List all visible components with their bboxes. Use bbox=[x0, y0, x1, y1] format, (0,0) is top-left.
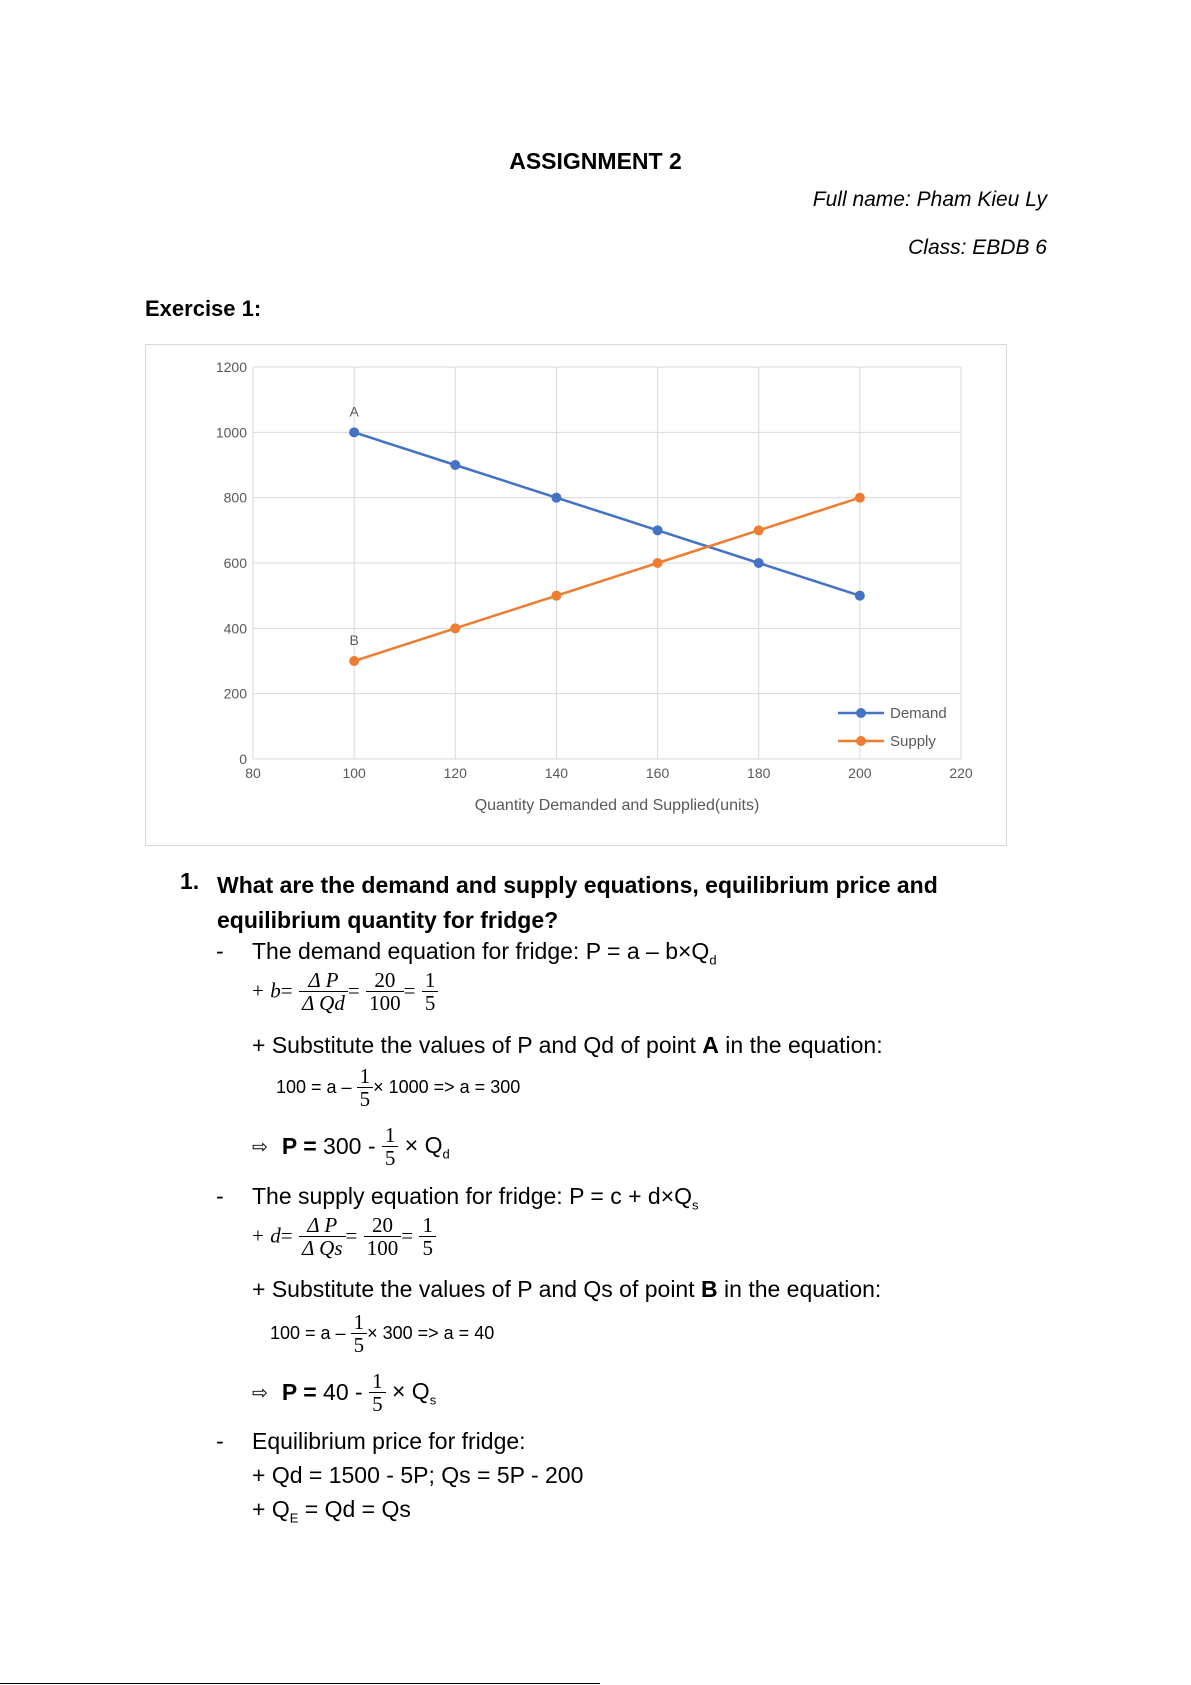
fraction-dp-dqs: $\frac{\text{Δ P}}{\text{Δ Qs}}$ bbox=[299, 1214, 346, 1259]
x-tick-label: 100 bbox=[342, 765, 366, 781]
question-text: What are the demand and supply equations, equilibrium price and equilibrium quantity for fridge? bbox=[217, 872, 938, 933]
fraction-20-100: $\frac{20}{100}$ bbox=[366, 969, 404, 1014]
result-supply: ⇨ P = 40 - $\frac{1}{5}$ × $Q_s$ bbox=[252, 1369, 437, 1417]
fraction-dp-dqd: $\frac{\text{Δ P}}{\text{Δ Qd}}$ bbox=[299, 969, 348, 1014]
y-tick-label: 1000 bbox=[215, 424, 247, 441]
data-point-demand bbox=[855, 591, 865, 601]
data-point-demand bbox=[754, 558, 764, 568]
footer-divider bbox=[0, 1683, 600, 1684]
y-tick-label: 400 bbox=[223, 620, 247, 637]
fraction-1-5: $\frac{1}{5}$ bbox=[422, 969, 439, 1014]
exercise-heading: Exercise 1: bbox=[145, 296, 262, 321]
result-demand: ⇨ P = 300 - $\frac{1}{5}$ × $Q_d$ bbox=[252, 1123, 450, 1171]
x-axis-label: Quantity Demanded and Supplied(units) bbox=[474, 797, 760, 814]
data-point-supply bbox=[349, 656, 359, 666]
x-tick-label: 180 bbox=[747, 765, 771, 781]
question-number: 1. bbox=[180, 868, 200, 894]
data-point-demand bbox=[653, 525, 663, 535]
x-tick-label: 120 bbox=[443, 765, 467, 781]
demand-equation-text: The demand equation for fridge: $P = a - b\times Q_d$ bbox=[252, 938, 717, 968]
x-tick-label: 80 bbox=[245, 765, 261, 781]
equilibrium-line-1: + Qd = 1500 - 5P; Qs = 5P - 200 bbox=[252, 1462, 584, 1488]
y-tick-label: 200 bbox=[223, 685, 247, 702]
x-tick-label: 140 bbox=[544, 765, 569, 781]
page-title: ASSIGNMENT 2 bbox=[509, 148, 682, 174]
substitute-point-a: + Substitute the values of P and Qd of point A in the equation: bbox=[252, 1032, 883, 1058]
x-tick-label: 220 bbox=[949, 765, 973, 781]
d-formula: + d= $\frac{\text{Δ P}}{\text{Δ Qs}}$ = $\frac{20}{100}$ = $\frac{1}{5}$ bbox=[252, 1214, 436, 1259]
bullet-supply: - bbox=[216, 1183, 224, 1209]
legend-label-demand: Demand bbox=[890, 705, 947, 722]
data-point-supply bbox=[450, 623, 460, 633]
data-point-supply bbox=[754, 525, 764, 535]
legend-marker-demand bbox=[856, 708, 866, 718]
data-point-demand bbox=[551, 493, 561, 503]
data-point-supply bbox=[551, 591, 561, 601]
y-tick-label: 1200 bbox=[215, 359, 247, 375]
series-line-supply bbox=[354, 498, 860, 661]
class-info: Class: EBDB 6 bbox=[908, 236, 1047, 259]
data-point-supply bbox=[653, 558, 663, 568]
data-point-demand bbox=[349, 427, 359, 437]
y-tick-label: 800 bbox=[223, 489, 247, 506]
x-tick-label: 200 bbox=[848, 765, 872, 781]
chart-container bbox=[145, 344, 1007, 846]
calc-b: 100 = a – $\frac{1}{5}$ × 300 => a = 40 bbox=[270, 1310, 495, 1358]
calc-a: 100 = a – $\frac{1}{5}$ × 1000 => a = 300 bbox=[276, 1064, 521, 1112]
x-tick-label: 160 bbox=[645, 765, 670, 781]
full-name: Full name: Pham Kieu Ly bbox=[812, 188, 1047, 211]
legend-label-supply: Supply bbox=[890, 733, 936, 750]
point-annotation: B bbox=[349, 632, 359, 648]
data-point-supply bbox=[855, 493, 865, 503]
legend-marker-supply bbox=[856, 736, 866, 746]
equilibrium-price-text: Equilibrium price for fridge: bbox=[252, 1428, 526, 1454]
y-tick-label: 600 bbox=[223, 555, 247, 571]
arrow-icon: ⇨ bbox=[252, 1136, 268, 1158]
bullet-demand: - bbox=[216, 938, 224, 964]
b-formula: + b= $\frac{\text{Δ P}}{\text{Δ Qd}}$ = $\frac{20}{100}$ = $\frac{1}{5}$ bbox=[252, 969, 438, 1014]
data-point-demand bbox=[450, 460, 460, 470]
substitute-point-b: + Substitute the values of P and Qs of point B in the equation: bbox=[252, 1276, 882, 1302]
y-tick-label: 0 bbox=[239, 751, 247, 767]
series-line-demand bbox=[354, 432, 860, 595]
supply-equation-text: The supply equation for fridge: $P = c + d\times Q_s$ bbox=[252, 1183, 699, 1213]
point-annotation: A bbox=[349, 403, 359, 420]
bullet-equilibrium: - bbox=[216, 1428, 224, 1454]
arrow-icon: ⇨ bbox=[252, 1382, 268, 1404]
line-chart bbox=[146, 345, 1006, 845]
equilibrium-line-2: + $Q_E = Qd = Qs$ bbox=[252, 1496, 411, 1526]
